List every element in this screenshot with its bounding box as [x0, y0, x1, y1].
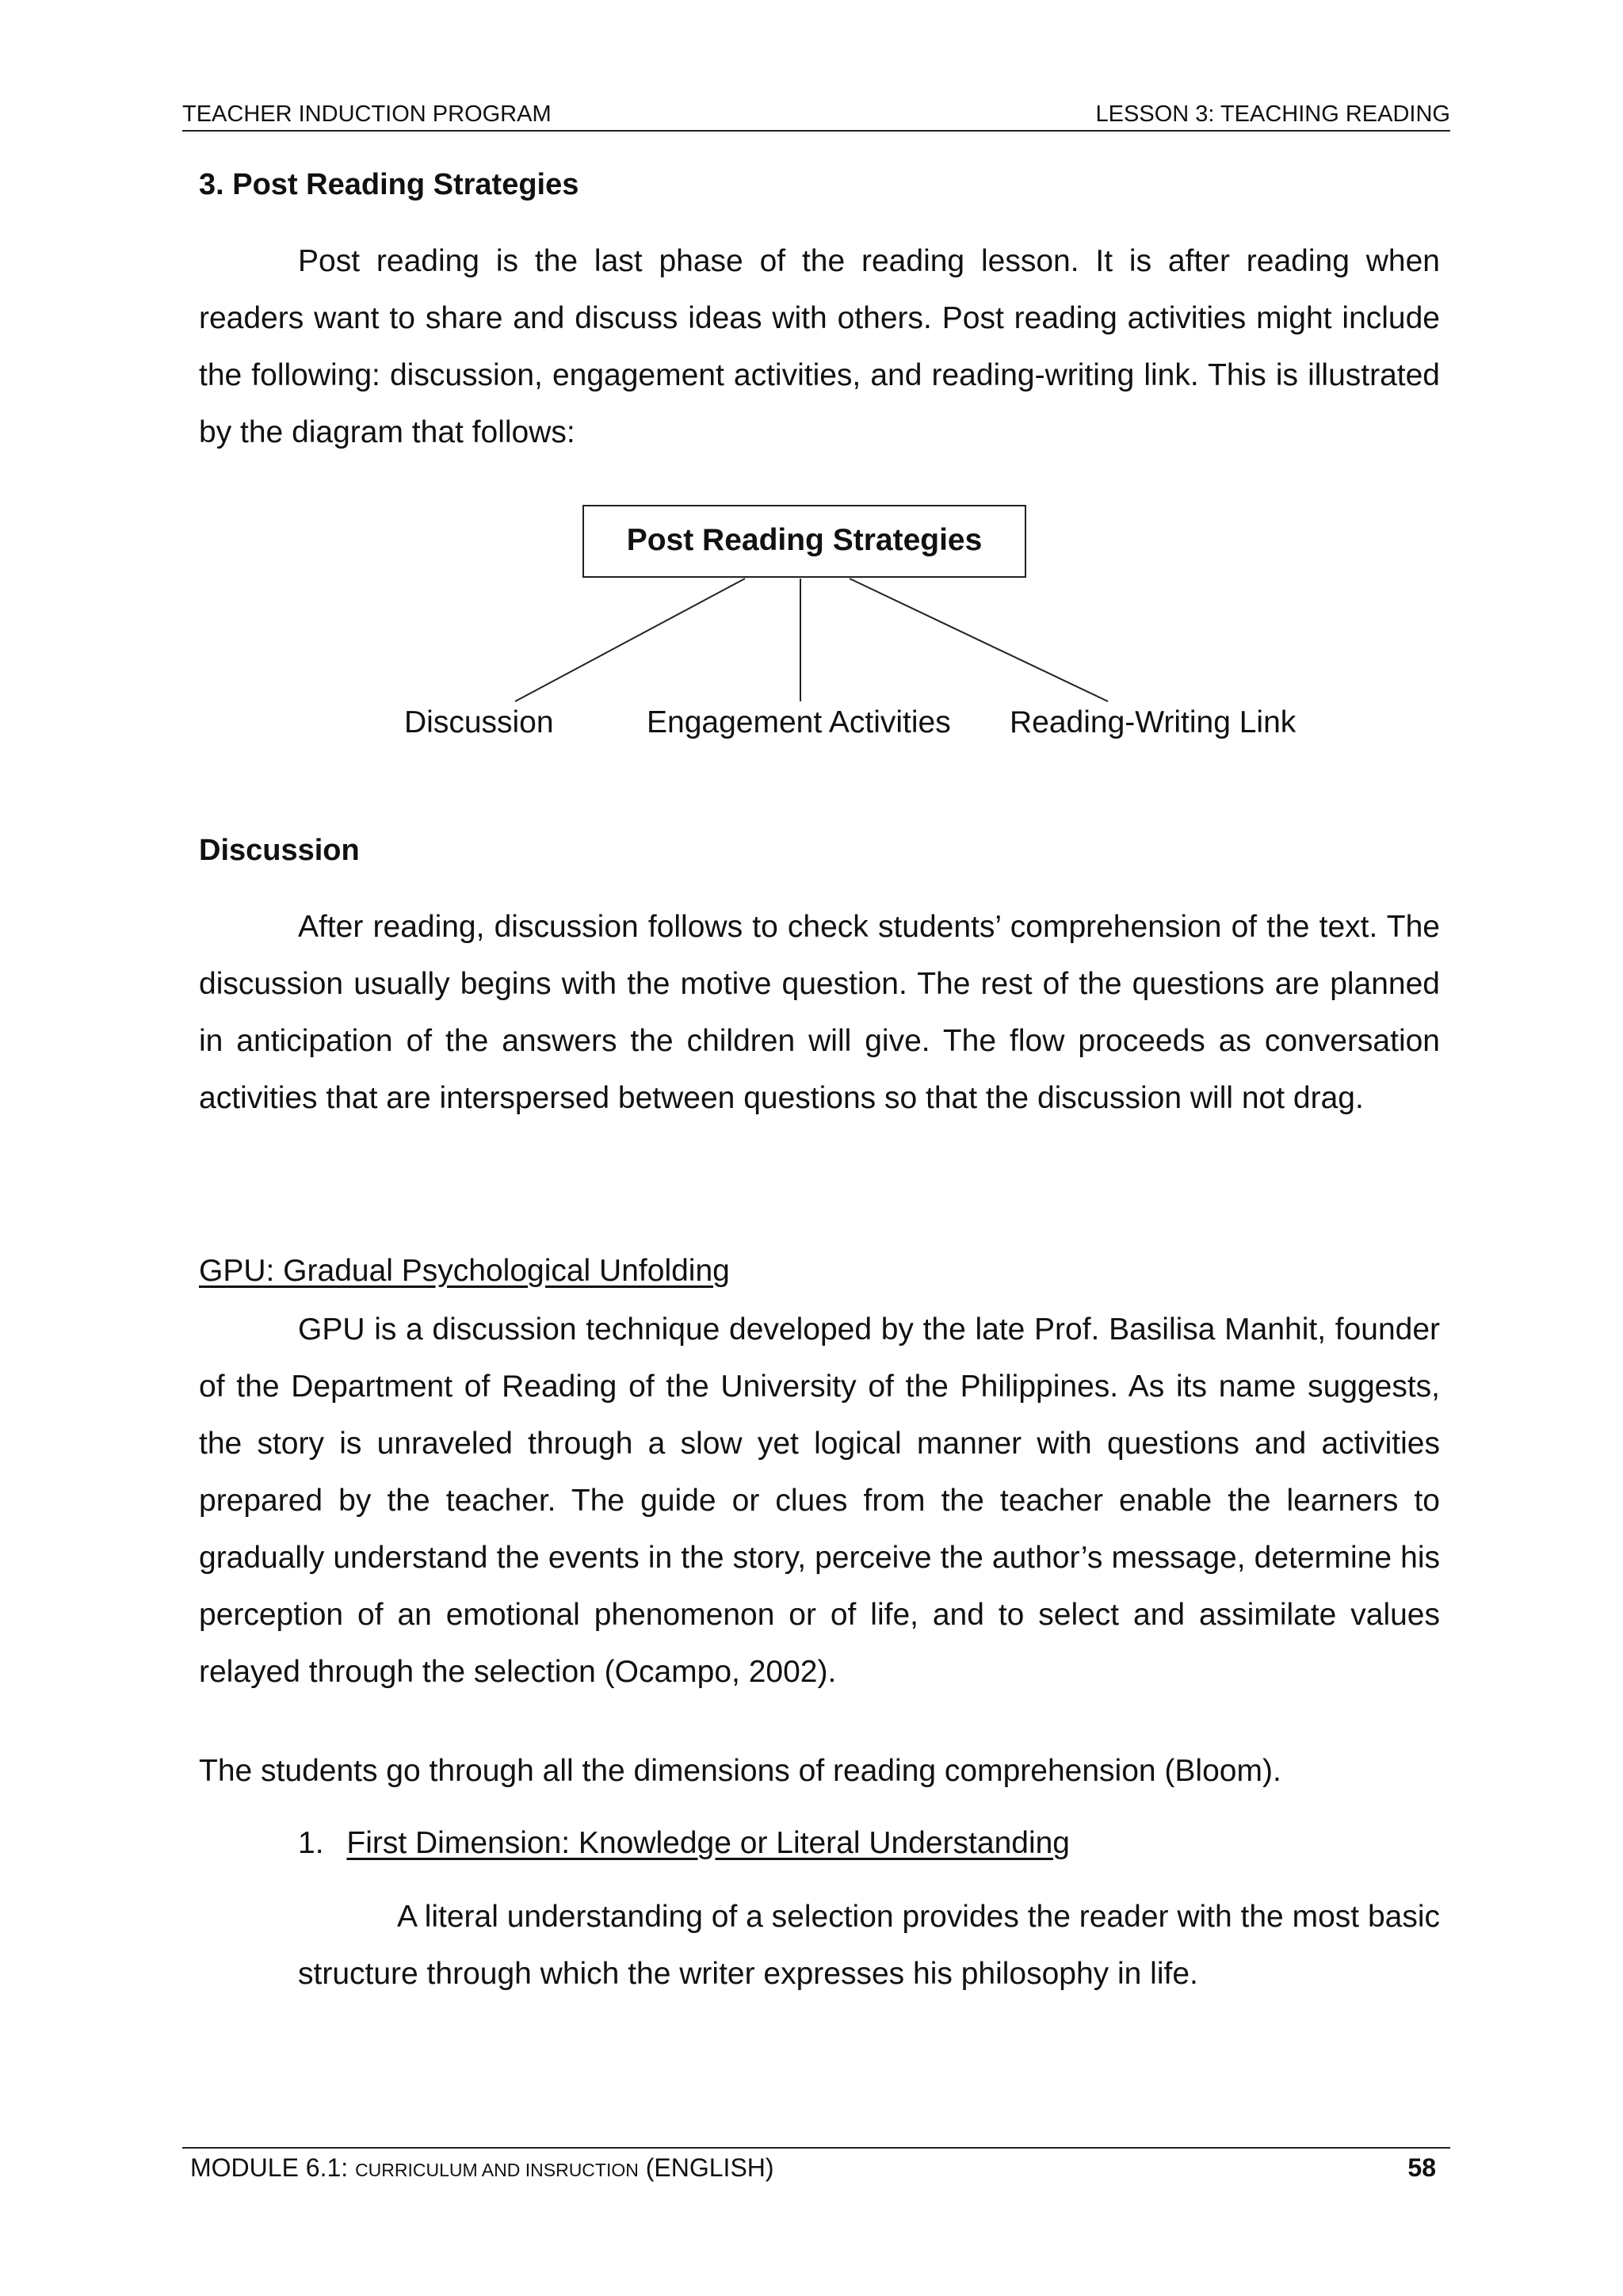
dimension-item-number: 1.: [298, 1826, 324, 1860]
dimension-item-title: First Dimension: Knowledge or Literal Understanding: [346, 1826, 1070, 1860]
gpu-paragraph: GPU is a discussion technique developed by the late Prof. Basilisa Manhit, founder of the Department of Reading of the University of the Philippines. As its name suggests, the story is unraveled through a slow yet logical manner with questions and activities prepared by the teacher. The guide or clues from the teacher enable the learners to gradually understand the events in the story, perceive the author’s message, determine his perception of an emotional phenomenon or of life, and to select and assimilate values relayed through the selection (Ocampo, 2002).: [199, 1312, 1440, 1689]
page-footer: [182, 2147, 1450, 2188]
discussion-paragraph: After reading, discussion follows to check students’ comprehension of the text. The discussion usually begins with the motive question. The rest of the questions are planned in anticipation of the answers the children will give. The flow proceeds as conversation activities that are interspersed between questions so that the discussion will not drag.: [199, 910, 1440, 1115]
footer-module-title: [190, 2153, 774, 2183]
section-title: 3. Post Reading Strategies: [199, 168, 579, 201]
footer-module-language: (ENGLISH): [638, 2153, 774, 2182]
connector-to-reading-writing: [850, 579, 1108, 701]
post-reading-diagram: [0, 491, 1623, 761]
section-intro-paragraph: Post reading is the last phase of the reading lesson. It is after reading when readers want to share and discuss ideas with others. Post reading activities might include the following: discussion, engagement activities, and reading-writing link. This is illustrated by the diagram that follows:: [199, 244, 1440, 449]
diagram-node-engagement-activities: Engagement Activities: [647, 705, 951, 739]
footer-module-label: MODULE 6.1:: [190, 2153, 356, 2182]
header-program-title: TEACHER INDUCTION PROGRAM: [182, 101, 552, 127]
header-lesson-title: LESSON 3: TEACHING READING: [1095, 101, 1450, 127]
diagram-node-reading-writing-link: Reading-Writing Link: [1010, 705, 1296, 739]
gpu-heading: GPU: Gradual Psychological Unfolding: [199, 1254, 730, 1288]
discussion-heading: Discussion: [199, 834, 360, 867]
diagram-node-discussion: Discussion: [404, 705, 554, 739]
footer-module-subject: CURRICULUM AND INSRUCTION: [355, 2160, 639, 2180]
dimensions-intro: The students go through all the dimensions of reading comprehension (Bloom).: [199, 1754, 1281, 1788]
dimension-item-1: [298, 1826, 1070, 1861]
dimension-item-text: A literal understanding of a selection provides the reader with the most basic structure through which the writer expresses his philosophy in life.: [298, 1900, 1440, 1991]
connector-to-discussion: [515, 579, 745, 701]
footer-page-number: 58: [1407, 2153, 1436, 2182]
page-header: [182, 98, 1450, 132]
diagram-root-box: Post Reading Strategies: [582, 505, 1026, 578]
